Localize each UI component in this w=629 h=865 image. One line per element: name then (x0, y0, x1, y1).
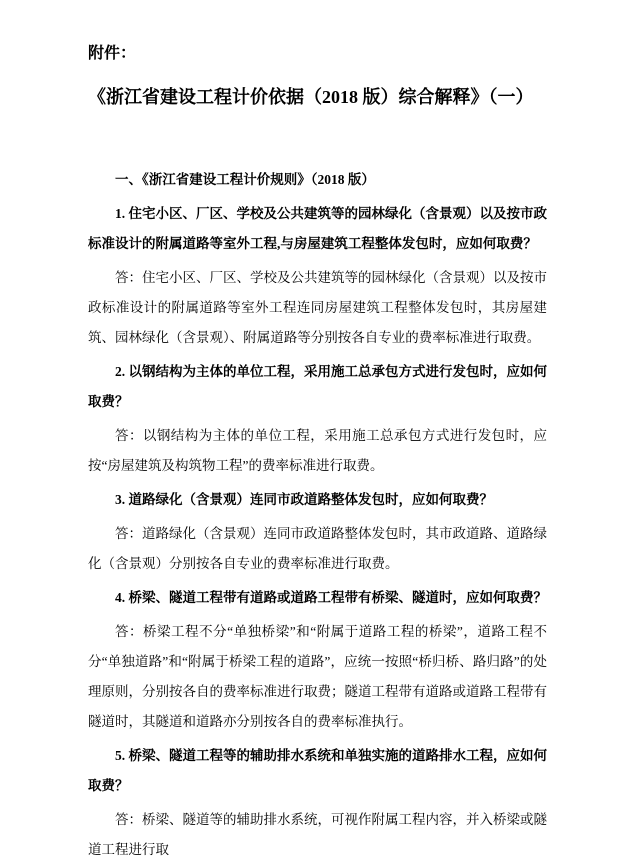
answer-1: 答：住宅小区、厂区、学校及公共建筑等的园林绿化（含景观）以及按市政标准设计的附属道路等室外工程连同房屋建筑工程整体发包时，其房屋建筑、园林绿化（含景观）、附属道路等分别按各自专业的费率标准进行取费。 (88, 270, 547, 345)
question-1: 1. 住宅小区、厂区、学校及公共建筑等的园林绿化（含景观）以及按市政标准设计的附属道路等室外工程,与房屋建筑工程整体发包时，应如何取费？ (88, 206, 547, 251)
section-heading: 一、《浙江省建设工程计价规则》（2018 版） (115, 172, 375, 187)
document-title: 《浙江省建设工程计价依据（2018 版）综合解释》（一） (88, 87, 534, 107)
question-3: 3. 道路绿化（含景观）连同市政道路整体发包时，应如何取费？ (115, 492, 493, 507)
answer-4: 答：桥梁工程不分“单独桥梁”和“附属于道路工程的桥梁”，道路工程不分“单独道路”和“附属于桥梁工程的道路”，应统一按照“桥归桥、路归路”的处理原则，分别按各自的费率标准进行取费；隧道工程带有道路或道路工程带有隧道时，其隧道和道路亦分别按各自的费率标准执行。 (88, 624, 547, 729)
attachment-label: 附件： (88, 45, 137, 62)
question-2: 2. 以钢结构为主体的单位工程，采用施工总承包方式进行发包时，应如何取费？ (88, 364, 547, 409)
answer-5: 答：桥梁、隧道等的辅助排水系统，可视作附属工程内容，并入桥梁或隧道工程进行取 (88, 812, 547, 857)
answer-3: 答：道路绿化（含景观）连同市政道路整体发包时，其市政道路、道路绿化（含景观）分别按各自专业的费率标准进行取费。 (88, 526, 547, 571)
answer-2: 答：以钢结构为主体的单位工程，采用施工总承包方式进行发包时，应按“房屋建筑及构筑物工程”的费率标准进行取费。 (88, 428, 547, 473)
question-4: 4. 桥梁、隧道工程带有道路或道路工程带有桥梁、隧道时，应如何取费？ (115, 590, 547, 605)
question-5: 5. 桥梁、隧道工程等的辅助排水系统和单独实施的道路排水工程，应如何取费？ (88, 748, 547, 793)
